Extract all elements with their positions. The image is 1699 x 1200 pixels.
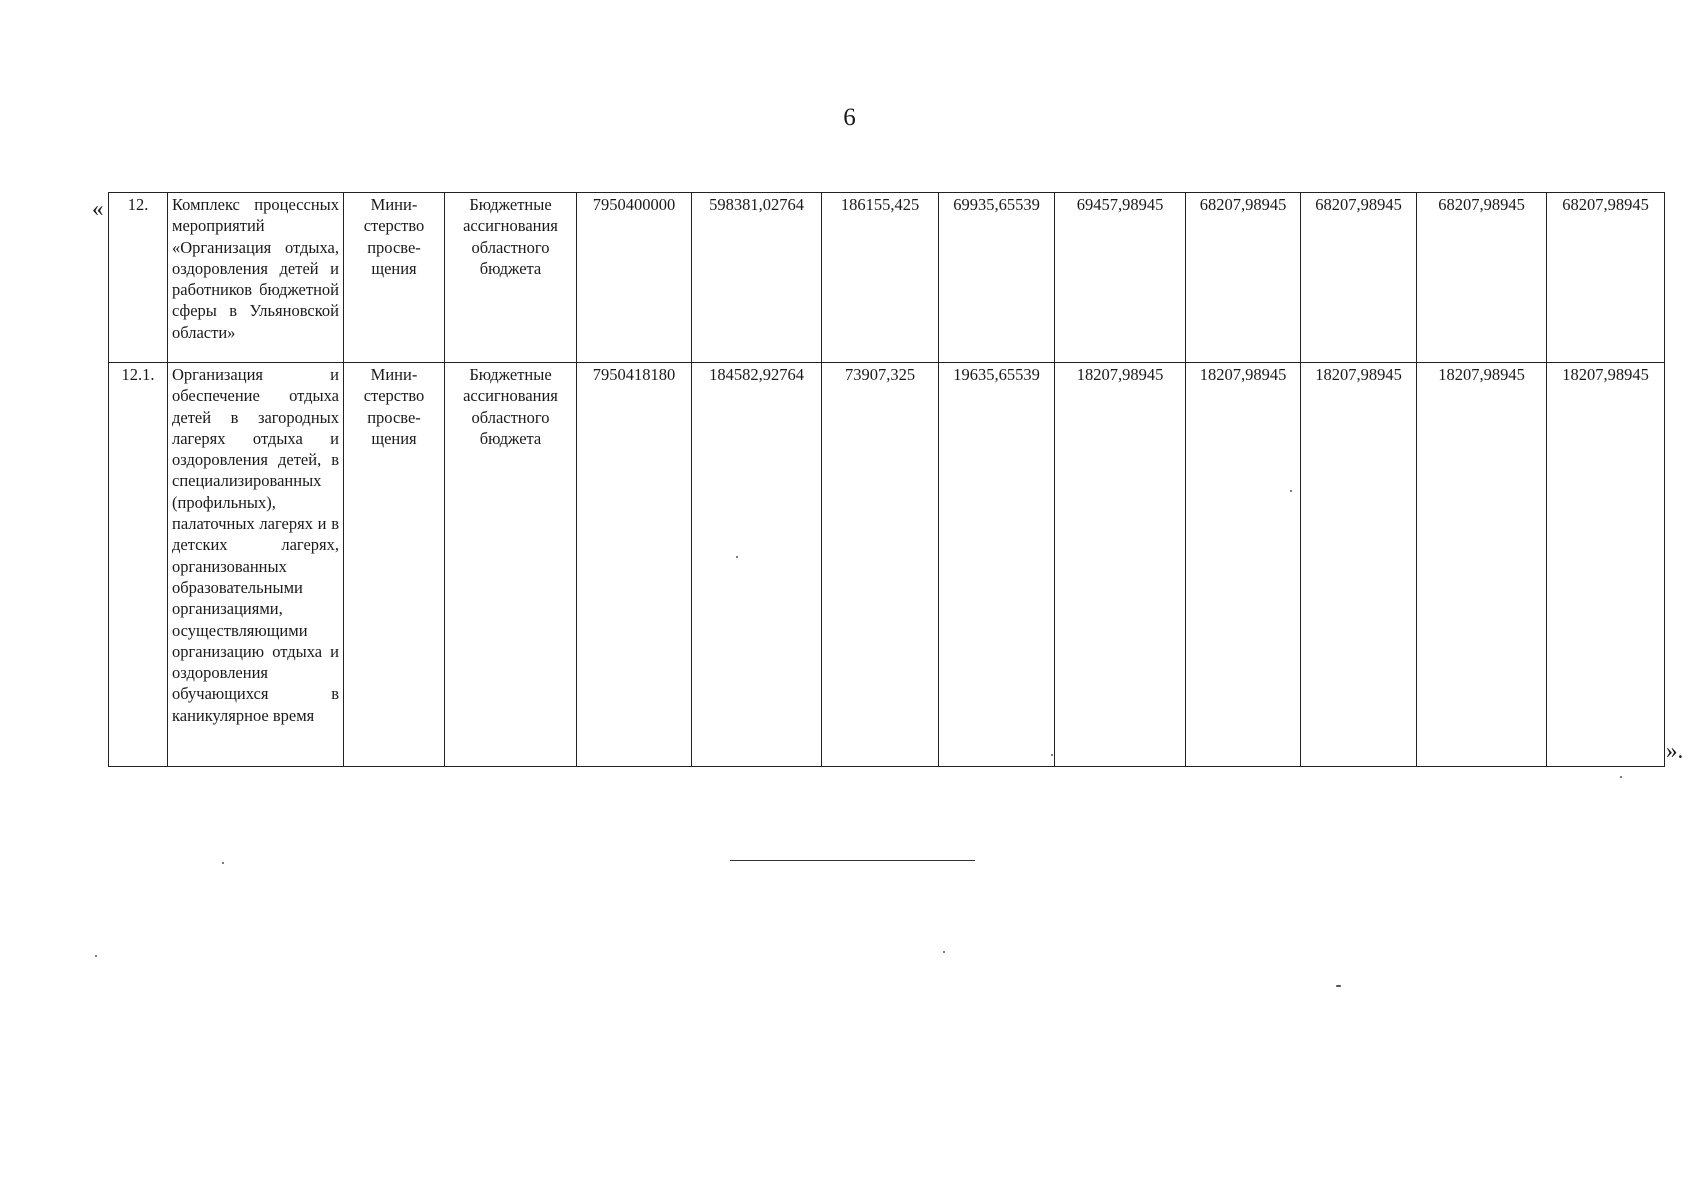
amount-year-3: 18207,98945	[1055, 363, 1186, 767]
opening-quote: «	[92, 196, 104, 221]
amount-year-7: 18207,98945	[1547, 363, 1665, 767]
row-number: 12.	[109, 193, 168, 363]
amount-year-1: 186155,425	[822, 193, 939, 363]
amount-year-6: 18207,98945	[1417, 363, 1547, 767]
total-amount: 184582,92764	[692, 363, 822, 767]
scan-speck	[222, 862, 224, 864]
budget-table	[108, 192, 1665, 767]
scan-speck	[95, 955, 97, 957]
amount-year-6: 68207,98945	[1417, 193, 1547, 363]
amount-year-7: 68207,98945	[1547, 193, 1665, 363]
closing-quote: ».	[1666, 738, 1684, 763]
scan-speck	[736, 556, 738, 558]
funding-source: Бюджетные ассигнования областного бюджета	[445, 193, 577, 363]
measure-name: Организация и обеспечение отдыха детей в загородных лагерях отдыха и оздоровления детей, в специализированных (профильных), палаточных лагерях и в детских лагерях, организованных образовательными организациями, осуществляющими организацию отдыха и оздоровления обучающихся в каникулярное время	[168, 363, 344, 767]
row-number: 12.1.	[109, 363, 168, 767]
page-number: 6	[843, 104, 856, 131]
budget-code: 7950400000	[577, 193, 692, 363]
executor: Министерство просвещения	[344, 363, 445, 767]
scan-speck	[1620, 776, 1622, 778]
scan-speck	[943, 951, 945, 953]
scan-speck	[1290, 490, 1292, 492]
amount-year-1: 73907,325	[822, 363, 939, 767]
amount-year-3: 69457,98945	[1055, 193, 1186, 363]
scan-speck	[1051, 754, 1053, 756]
amount-year-5: 18207,98945	[1301, 363, 1417, 767]
table-row	[109, 193, 1665, 363]
total-amount: 598381,02764	[692, 193, 822, 363]
amount-year-4: 18207,98945	[1186, 363, 1301, 767]
funding-source: Бюджетные ассигнования областного бюджета	[445, 363, 577, 767]
executor: Министерство просвещения	[344, 193, 445, 363]
measure-name: Комплекс процессных мероприятий «Организация отдыха, оздоровления детей и работников бюджетной сферы в Ульяновской области»	[168, 193, 344, 363]
amount-year-5: 68207,98945	[1301, 193, 1417, 363]
amount-year-2: 69935,65539	[939, 193, 1055, 363]
budget-code: 7950418180	[577, 363, 692, 767]
table-row	[109, 363, 1665, 767]
amount-year-2: 19635,65539	[939, 363, 1055, 767]
scan-speck	[1336, 985, 1341, 987]
end-rule	[730, 860, 975, 861]
amount-year-4: 68207,98945	[1186, 193, 1301, 363]
